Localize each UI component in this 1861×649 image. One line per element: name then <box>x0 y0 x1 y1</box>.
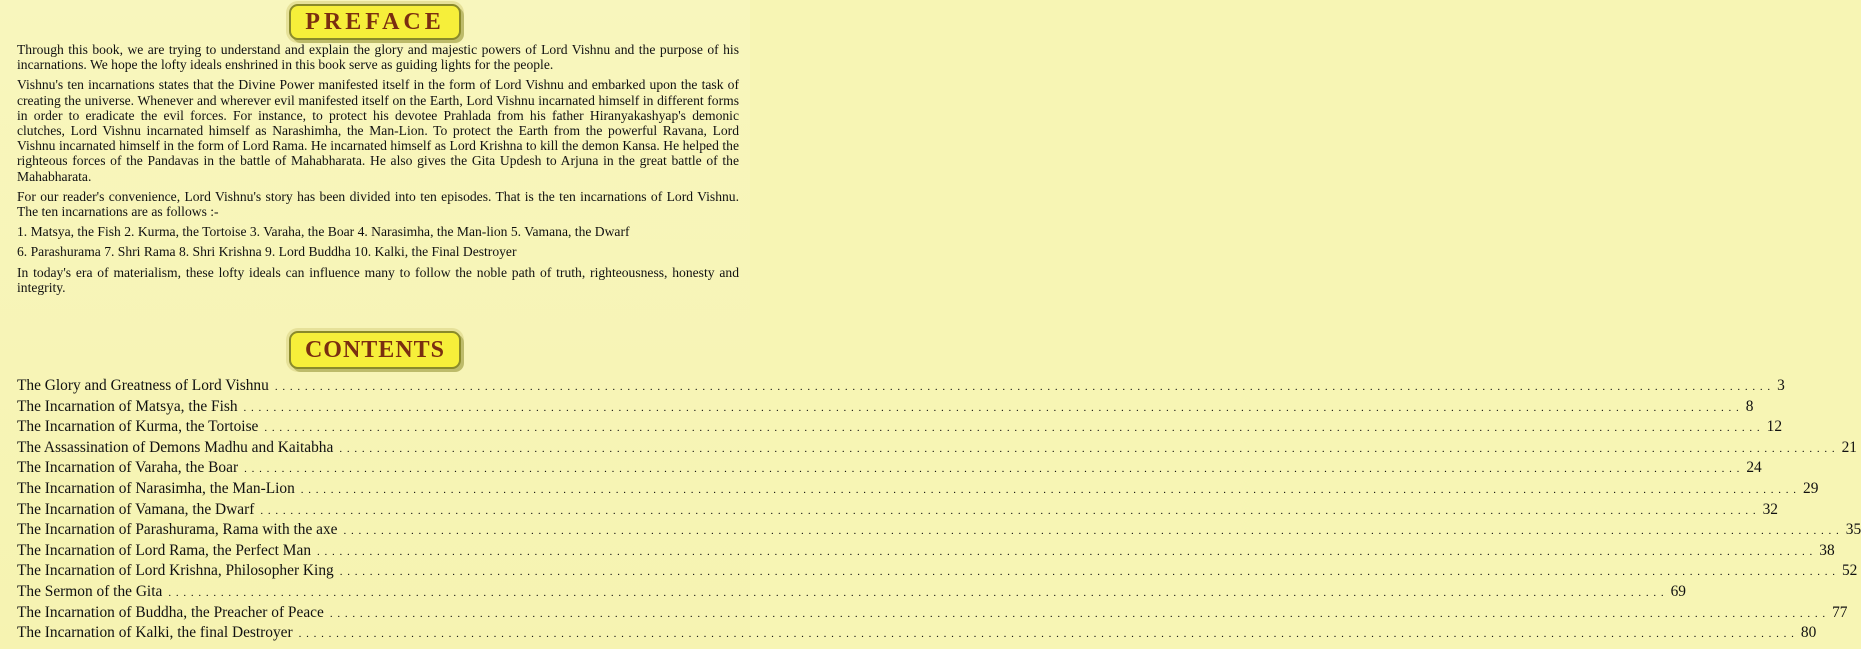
toc-entry-title: The Incarnation of Narasimha, the Man-Lion <box>17 479 295 497</box>
toc-entry-title: The Incarnation of Kalki, the final Destroyer <box>17 624 293 642</box>
toc-page-number: 3 <box>1777 377 1785 394</box>
incarnations-list-line-1: 1. Matsya, the Fish 2. Kurma, the Tortoise 3. Varaha, the Boar 4. Narasimha, the Man-lion 5. Vamana, the Dwarf <box>17 224 630 240</box>
toc-leader-dots: . . . . . . . . . . . . . . . . . . . . . . . . . . . . . . . . . . . . . . . . . . . . . . . . . . . . . . . . . . . . . . . . . . . . . . . . . . . . . . . . . . . . . . . . . . . . . . . . . . . . . . . . . . . . . . . . . . . . . . . . . . . . . . . . . . . . . . . . . . . . . . . . . . . . . . . . . . . . . . . . . . . . . . . . . . . . . . . . . . . . . . . . . . . . . . . . . . . . . . . . <box>339 442 1836 455</box>
toc-entry-title: The Incarnation of Kurma, the Tortoise <box>17 418 259 436</box>
toc-leader-dots: . . . . . . . . . . . . . . . . . . . . . . . . . . . . . . . . . . . . . . . . . . . . . . . . . . . . . . . . . . . . . . . . . . . . . . . . . . . . . . . . . . . . . . . . . . . . . . . . . . . . . . . . . . . . . . . . . . . . . . . . . . . . . . . . . . . . . . . . . . . . . . . . . . . . . . . . . . . . . . . . . . . . . . . . . . . . . . . . . . . . . . . . . . . . . . . . . . . . . . . . <box>244 463 1741 476</box>
toc-page-number: 38 <box>1819 541 1835 559</box>
toc-entry <box>17 397 1754 418</box>
toc-entry <box>17 623 1817 644</box>
preface-body <box>17 42 739 300</box>
preface-heading: PREFACE <box>289 4 461 40</box>
toc-page-number: 12 <box>1766 418 1783 436</box>
toc-entry <box>17 458 1762 479</box>
toc-leader-dots: . . . . . . . . . . . . . . . . . . . . . . . . . . . . . . . . . . . . . . . . . . . . . . . . . . . . . . . . . . . . . . . . . . . . . . . . . . . . . . . . . . . . . . . . . . . . . . . . . . . . . . . . . . . . . . . . . . . . . . . . . . . . . . . . . . . . . . . . . . . . . . . . . . . . . . . . . . . . . . . . . . . . . . . . . . . . . . . . . . . . . . . . . . . . . . . . . . . . . . . . <box>343 525 1840 538</box>
toc-page-number: 8 <box>1745 397 1754 415</box>
toc-page-number: 29 <box>1803 479 1819 497</box>
toc-page-number: 77 <box>1832 603 1848 621</box>
contents-heading: CONTENTS <box>289 331 461 369</box>
toc-entry-title: The Incarnation of Varaha, the Boar <box>17 459 239 477</box>
toc-entry-title: The Incarnation of Vamana, the Dwarf <box>17 500 255 518</box>
toc-leader-dots: . . . . . . . . . . . . . . . . . . . . . . . . . . . . . . . . . . . . . . . . . . . . . . . . . . . . . . . . . . . . . . . . . . . . . . . . . . . . . . . . . . . . . . . . . . . . . . . . . . . . . . . . . . . . . . . . . . . . . . . . . . . . . . . . . . . . . . . . . . . . . . . . . . . . . . . . . . . . . . . . . . . . . . . . . . . . . . . . . . . . . . . . . . . . . . . . . . . . . . . . <box>298 628 1795 641</box>
toc-page-number: 35 <box>1845 521 1861 539</box>
toc-leader-dots: . . . . . . . . . . . . . . . . . . . . . . . . . . . . . . . . . . . . . . . . . . . . . . . . . . . . . . . . . . . . . . . . . . . . . . . . . . . . . . . . . . . . . . . . . . . . . . . . . . . . . . . . . . . . . . . . . . . . . . . . . . . . . . . . . . . . . . . . . . . . . . . . . . . . . . . . . . . . . . . . . . . . . . . . . . . . . . . . . . . . . . . . . . . . . . . . . . . . . . . . <box>168 586 1665 599</box>
preface-paragraph: Vishnu's ten incarnations states that the Divine Power manifested itself in the form of Lord Vishnu and embarked upon the task of creating the universe. Whenever and wherever evil manifested itself on the Earth, Lord Vishnu incarnated himself in different forms in order to eradicate the evil forces. For instance, to protect his devotee Prahlada from his father Hiranyakashyap's demonic clutches, Lord Vishnu incarnated himself as Narashimha, the Man-Lion. To protect the Earth from the powerful Ravana, Lord Vishnu incarnated himself in the form of Lord Rama. He incarnated himself as Lord Krishna to kill the demon Kansa. He helped the righteous forces of the Pandavas in the battle of Mahabharata. He also gives the Gita Updesh to Arjuna in the great battle of the Mahabharata. <box>17 77 739 184</box>
toc-leader-dots: . . . . . . . . . . . . . . . . . . . . . . . . . . . . . . . . . . . . . . . . . . . . . . . . . . . . . . . . . . . . . . . . . . . . . . . . . . . . . . . . . . . . . . . . . . . . . . . . . . . . . . . . . . . . . . . . . . . . . . . . . . . . . . . . . . . . . . . . . . . . . . . . . . . . . . . . . . . . . . . . . . . . . . . . . . . . . . . . . . . . . . . . . . . . . . . . . . . . . . . . <box>274 381 1772 393</box>
toc-entry-title: The Incarnation of Lord Krishna, Philosopher King <box>17 562 334 580</box>
toc-leader-dots: . . . . . . . . . . . . . . . . . . . . . . . . . . . . . . . . . . . . . . . . . . . . . . . . . . . . . . . . . . . . . . . . . . . . . . . . . . . . . . . . . . . . . . . . . . . . . . . . . . . . . . . . . . . . . . . . . . . . . . . . . . . . . . . . . . . . . . . . . . . . . . . . . . . . . . . . . . . . . . . . . . . . . . . . . . . . . . . . . . . . . . . . . . . . . . . . . . . . . . . . <box>300 483 1798 496</box>
toc-leader-dots: . . . . . . . . . . . . . . . . . . . . . . . . . . . . . . . . . . . . . . . . . . . . . . . . . . . . . . . . . . . . . . . . . . . . . . . . . . . . . . . . . . . . . . . . . . . . . . . . . . . . . . . . . . . . . . . . . . . . . . . . . . . . . . . . . . . . . . . . . . . . . . . . . . . . . . . . . . . . . . . . . . . . . . . . . . . . . . . . . . . . . . . . . . . . . . . . . . . . . . . . <box>243 401 1740 414</box>
incarnations-list-line-2: 6. Parashurama 7. Shri Rama 8. Shri Krishna 9. Lord Buddha 10. Kalki, the Final Destroyer <box>17 244 517 260</box>
toc-entry <box>17 603 1848 624</box>
toc-entry <box>17 582 1686 603</box>
toc-page-number: 80 <box>1800 624 1817 642</box>
toc-leader-dots: . . . . . . . . . . . . . . . . . . . . . . . . . . . . . . . . . . . . . . . . . . . . . . . . . . . . . . . . . . . . . . . . . . . . . . . . . . . . . . . . . . . . . . . . . . . . . . . . . . . . . . . . . . . . . . . . . . . . . . . . . . . . . . . . . . . . . . . . . . . . . . . . . . . . . . . . . . . . . . . . . . . . . . . . . . . . . . . . . . . . . . . . . . . . . . . . . . . . . . . . <box>264 422 1761 435</box>
table-of-contents <box>17 376 1861 644</box>
toc-page-number: 52 <box>1841 562 1858 580</box>
toc-entry-title: The Incarnation of Parashurama, Rama with the axe <box>17 521 338 539</box>
toc-page-number: 69 <box>1670 582 1686 600</box>
toc-entry-title: The Sermon of the Gita <box>17 582 163 600</box>
toc-entry <box>17 479 1819 500</box>
toc-leader-dots: . . . . . . . . . . . . . . . . . . . . . . . . . . . . . . . . . . . . . . . . . . . . . . . . . . . . . . . . . . . . . . . . . . . . . . . . . . . . . . . . . . . . . . . . . . . . . . . . . . . . . . . . . . . . . . . . . . . . . . . . . . . . . . . . . . . . . . . . . . . . . . . . . . . . . . . . . . . . . . . . . . . . . . . . . . . . . . . . . . . . . . . . . . . . . . . . . . . . . . . . <box>329 607 1827 620</box>
toc-leader-dots: . . . . . . . . . . . . . . . . . . . . . . . . . . . . . . . . . . . . . . . . . . . . . . . . . . . . . . . . . . . . . . . . . . . . . . . . . . . . . . . . . . . . . . . . . . . . . . . . . . . . . . . . . . . . . . . . . . . . . . . . . . . . . . . . . . . . . . . . . . . . . . . . . . . . . . . . . . . . . . . . . . . . . . . . . . . . . . . . . . . . . . . . . . . . . . . . . . . . . . . . <box>260 504 1757 517</box>
preface-paragraph: In today's era of materialism, these lofty ideals can influence many to follow the noble path of truth, righteousness, honesty and integrity. <box>17 264 739 295</box>
toc-entry <box>17 438 1857 459</box>
preface-paragraph: Through this book, we are trying to understand and explain the glory and majestic powers of Lord Vishnu and the purpose of his incarnations. We hope the lofty ideals enshrined in this book serve as guiding lights for the people. <box>17 42 739 73</box>
toc-leader-dots: . . . . . . . . . . . . . . . . . . . . . . . . . . . . . . . . . . . . . . . . . . . . . . . . . . . . . . . . . . . . . . . . . . . . . . . . . . . . . . . . . . . . . . . . . . . . . . . . . . . . . . . . . . . . . . . . . . . . . . . . . . . . . . . . . . . . . . . . . . . . . . . . . . . . . . . . . . . . . . . . . . . . . . . . . . . . . . . . . . . . . . . . . . . . . . . . . . . . . . . . <box>339 566 1836 579</box>
toc-page-number: 32 <box>1762 500 1778 518</box>
toc-leader-dots: . . . . . . . . . . . . . . . . . . . . . . . . . . . . . . . . . . . . . . . . . . . . . . . . . . . . . . . . . . . . . . . . . . . . . . . . . . . . . . . . . . . . . . . . . . . . . . . . . . . . . . . . . . . . . . . . . . . . . . . . . . . . . . . . . . . . . . . . . . . . . . . . . . . . . . . . . . . . . . . . . . . . . . . . . . . . . . . . . . . . . . . . . . . . . . . . . . . . . . . . <box>317 545 1814 558</box>
toc-entry-title: The Assassination of Demons Madhu and Kaitabha <box>17 438 334 456</box>
toc-entry <box>17 417 1783 438</box>
toc-entry <box>17 500 1778 521</box>
toc-entry-title: The Glory and Greatness of Lord Vishnu <box>17 377 269 394</box>
toc-page-number: 21 <box>1841 438 1857 456</box>
toc-entry <box>17 376 1785 397</box>
toc-entry-title: The Incarnation of Matsya, the Fish <box>17 397 238 415</box>
toc-page-number: 24 <box>1746 459 1762 477</box>
toc-entry <box>17 541 1835 562</box>
preface-paragraph: For our reader's convenience, Lord Vishnu's story has been divided into ten episodes. That is the ten incarnations of Lord Vishnu. The ten incarnations are as follows :- <box>17 188 739 220</box>
toc-entry-title: The Incarnation of Buddha, the Preacher of Peace <box>17 603 324 621</box>
toc-entry-title: The Incarnation of Lord Rama, the Perfect Man <box>17 541 312 559</box>
toc-entry <box>17 561 1858 582</box>
toc-entry <box>17 520 1861 541</box>
